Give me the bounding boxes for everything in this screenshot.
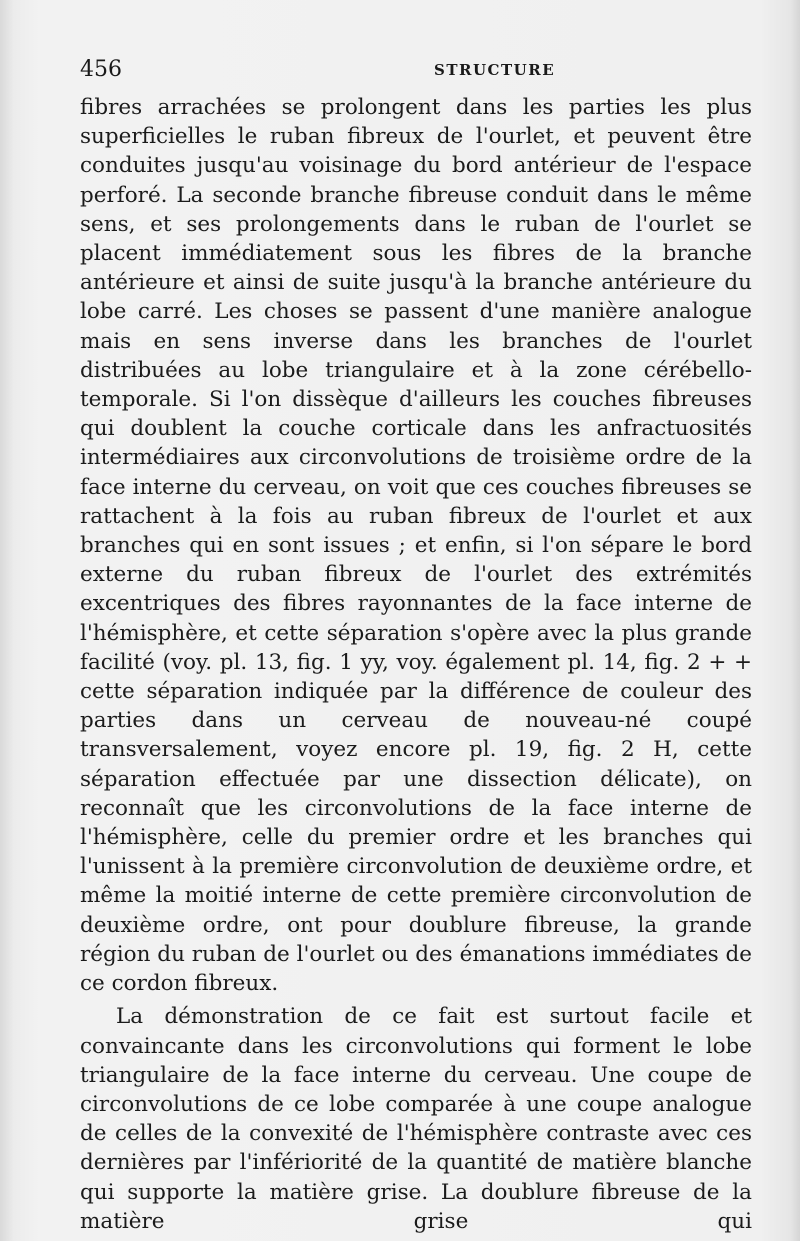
page-header xyxy=(80,57,752,89)
paragraph: fibres arrachées se prolongent dans les parties les plus superficielles le ruban fibreux de l'ourlet, et peuvent être conduites jusqu'au voisinage du bord antérieur de l'espace perforé. La seconde branche fibreuse conduit dans le même sens, et ses prolongements dans le ruban de l'ourlet se placent immédiatement sous les fibres de la branche antérieure et ainsi de suite jusqu'à la branche antérieure du lobe carré. Les choses se passent d'une manière analogue mais en sens inverse dans les branches de l'ourlet distribuées au lobe triangulaire et à la zone cérébello-temporale. Si l'on dissèque d'ailleurs les couches fibreuses qui doublent la couche corticale dans les anfractuosités intermédiaires aux circonvolutions de troisième ordre de la face interne du cerveau, on voit que ces couches fibreuses se rattachent à la fois au ruban fibreux de l'ourlet et aux branches qui en sont issues ; et enfin, si l'on sépare le bord externe du ruban fibreux de l'ourlet des extrémités excentriques des fibres rayonnantes de la face interne de l'hémisphère, et cette séparation s'opère avec la plus grande facilité (voy. pl. 13, fig. 1 yy, voy. également pl. 14, fig. 2 + + cette séparation indiquée par la différence de couleur des parties dans un cerveau de nouveau-né coupé transversalement, voyez encore pl. 19, fig. 2 H, cette séparation effectuée par une dissection délicate), on reconnaît que les circonvolutions de la face interne de l'hémisphère, celle du premier ordre et les branches qui l'unissent à la première circonvolution de deuxième ordre, et même la moitié interne de cette première circonvolution de deuxième ordre, ont pour doublure fibreuse, la grande région du ruban de l'ourlet ou des émanations immédiates de ce cordon fibreux. xyxy=(80,95,752,997)
page-number: 456 xyxy=(80,57,122,82)
body-text xyxy=(80,93,752,1236)
paragraph: La démonstration de ce fait est surtout facile et convaincante dans les circonvolutions qui forment le lobe triangulaire de la face interne du cerveau. Une coupe de circonvolutions de ce lobe comparée à une coupe analogue de celles de la convexité de l'hémisphère contraste avec ces dernières par l'infériorité de la quantité de matière blanche qui supporte la matière grise. La doublure fibreuse de la matière grise qui xyxy=(80,1004,752,1234)
running-head: STRUCTURE xyxy=(434,61,556,79)
